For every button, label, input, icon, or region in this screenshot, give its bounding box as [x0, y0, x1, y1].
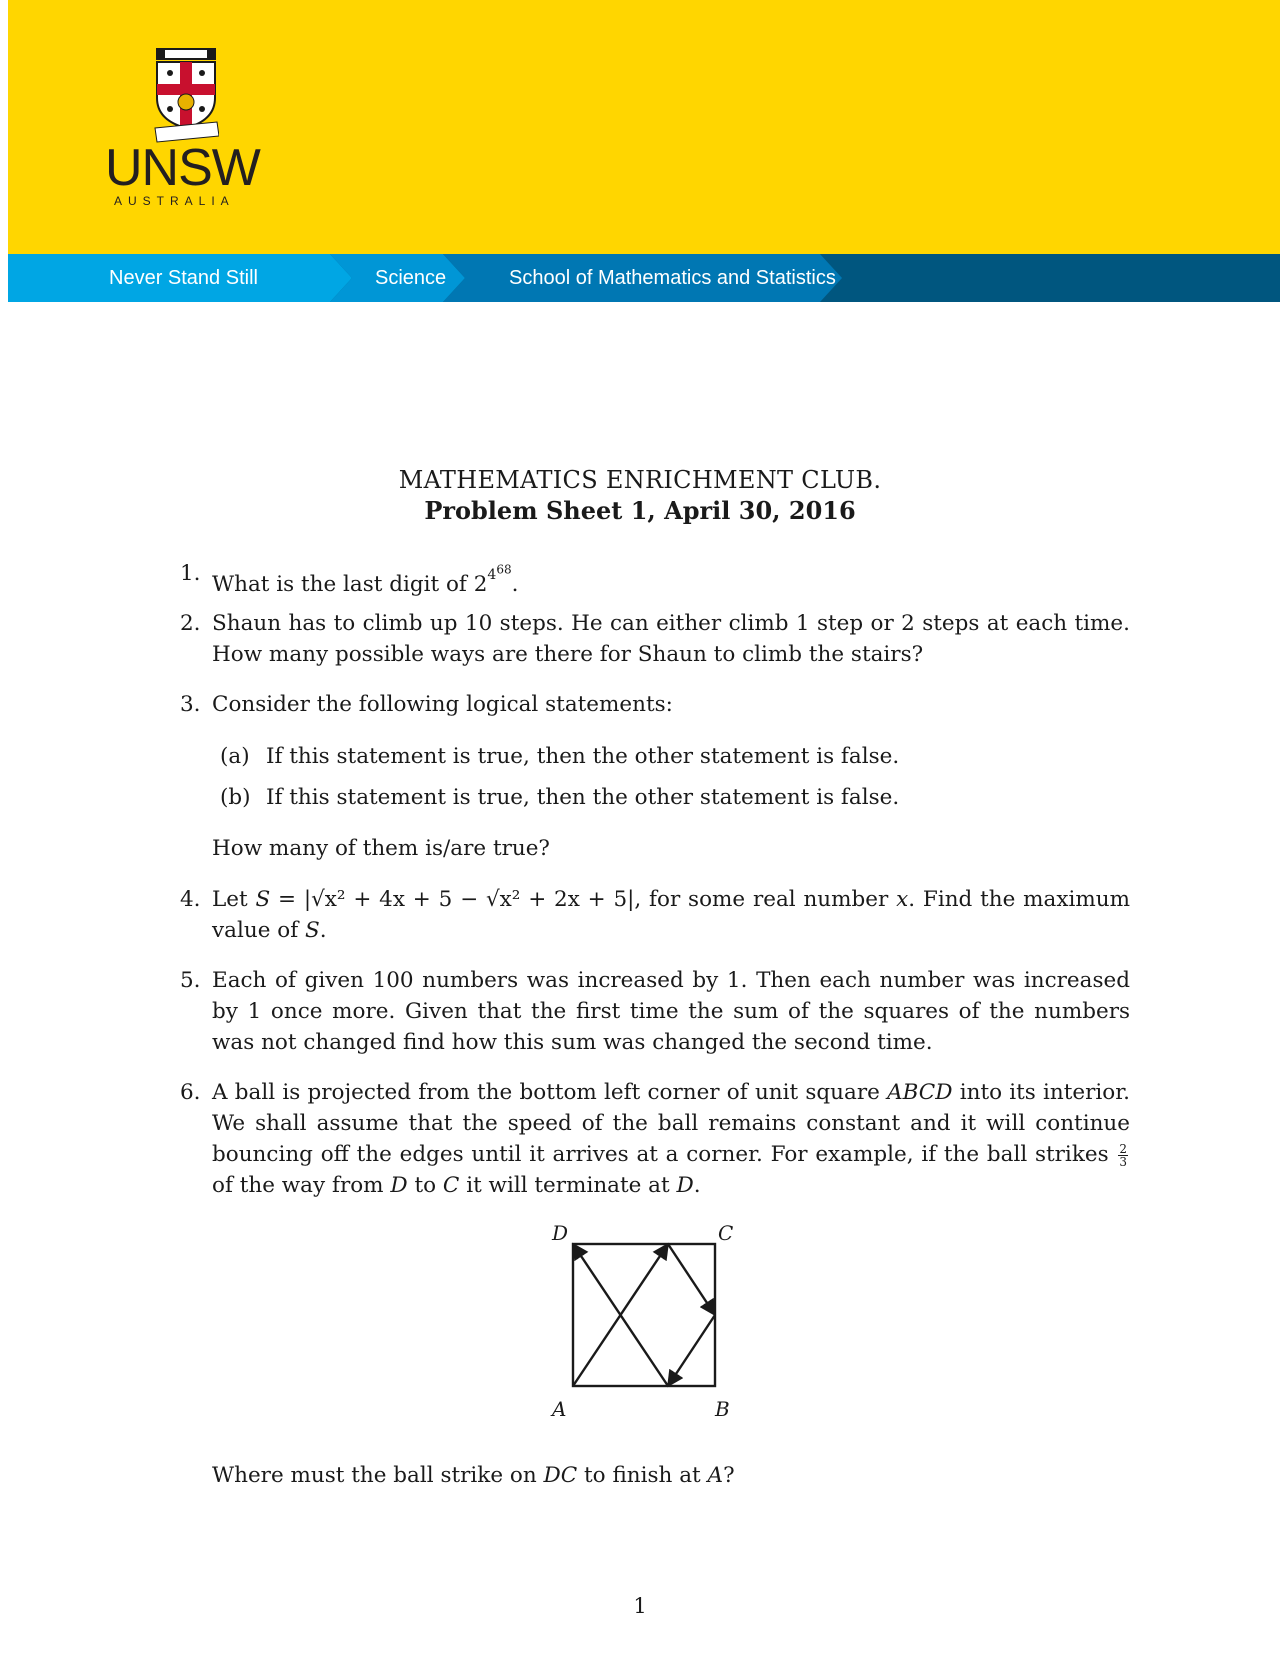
statement-label: (a) [220, 744, 250, 769]
var-dc: DC [543, 1463, 578, 1488]
statement-b [220, 782, 899, 813]
problem-number: 2. [180, 611, 201, 636]
problem-3 [180, 689, 1130, 720]
text-segment: to [407, 1173, 443, 1198]
problem-number: 1. [180, 561, 201, 586]
text-segment: ? [723, 1463, 735, 1488]
ball-path-2 [668, 1244, 715, 1315]
var-d: D [676, 1173, 694, 1198]
problem-1 [180, 558, 1130, 600]
var-a: A [707, 1463, 724, 1488]
text-segment: it will terminate at [459, 1173, 677, 1198]
formula: = |√x² + 4x + 5 − √x² + 2x + 5| [270, 887, 635, 912]
var-abcd: ABCD [887, 1080, 953, 1105]
exponent-inner: 68 [496, 562, 512, 576]
unsw-wordmark: UNSW [105, 139, 260, 197]
page-number: 1 [633, 1594, 647, 1618]
unsw-australia: AUSTRALIA [114, 194, 235, 208]
ball-path-3 [668, 1315, 715, 1386]
text-segment: of the way from [212, 1173, 391, 1198]
unit-square [573, 1244, 715, 1386]
problem-text: Each of given 100 numbers was increased by 1. Then each number was increased by 1 once more. Given that the first time the sum of the squares of the numbers was not changed find how this sum was changed the second time. [212, 968, 1130, 1055]
unsw-crest-logo [153, 46, 219, 143]
problem-4 [180, 884, 1130, 946]
problem-3-question [180, 833, 1130, 864]
fraction-denominator: 3 [1119, 1154, 1127, 1169]
exponent: 4 [487, 566, 497, 583]
text-segment: to finish at [577, 1463, 708, 1488]
corner-b: B [715, 1397, 730, 1420]
problem-end: . [511, 571, 519, 597]
problem-number: 6. [180, 1080, 201, 1105]
text-segment: into its interior. We shall assume that the speed of the ball remains constant and it will continue bouncing off the edges until it arrives at a corner. For example, if the ball strikes [212, 1080, 1130, 1167]
corner-c: C [718, 1221, 734, 1245]
bouncing-ball-diagram [540, 1220, 740, 1420]
corner-a: A [552, 1397, 567, 1420]
problem-text: What is the last digit of 2 [212, 571, 488, 597]
var-s: S [304, 918, 320, 943]
text-segment: , for some real number [634, 887, 897, 912]
fraction-numerator: 2 [1119, 1141, 1127, 1156]
title-club: MATHEMATICS ENRICHMENT CLUB. [398, 466, 882, 494]
fraction-two-thirds [1118, 1143, 1128, 1168]
corner-d: D [552, 1221, 569, 1245]
problem-6-question [180, 1460, 1130, 1491]
problem-2 [180, 608, 1130, 670]
sheet-title [0, 465, 1280, 526]
title-sheet: Problem Sheet 1, April 30, 2016 [424, 496, 856, 525]
nav-science[interactable]: Science [375, 267, 447, 289]
statement-text: If this statement is true, then the other statement is false. [266, 785, 900, 810]
problem-number: 5. [180, 968, 201, 993]
text-segment: . Find the maximum value of [212, 887, 1130, 943]
statement-a [220, 741, 899, 772]
var-s: S [255, 887, 271, 912]
question-text: How many of them is/are true? [212, 836, 550, 861]
nav-school-maths-stats[interactable]: School of Mathematics and Statistics [509, 267, 836, 289]
problem-6 [180, 1077, 1130, 1201]
text-segment: A ball is projected from the bottom left corner of unit square [212, 1080, 888, 1105]
header-nav-bar [8, 254, 1280, 302]
problem-number: 4. [180, 887, 201, 912]
text-segment: Where must the ball strike on [212, 1463, 544, 1488]
nav-never-stand-still[interactable]: Never Stand Still [109, 267, 258, 289]
text-segment: . [693, 1173, 701, 1198]
problem-5 [180, 965, 1130, 1058]
text-segment: . [319, 918, 327, 943]
var-c: C [442, 1173, 460, 1198]
var-x: x [896, 887, 909, 912]
problem-text: Consider the following logical statements: [212, 692, 673, 717]
problem-number: 3. [180, 692, 201, 717]
problem-text: Shaun has to climb up 10 steps. He can either climb 1 step or 2 steps at each time. How many possible ways are there for Shaun to climb the stairs? [212, 611, 1130, 667]
var-d: D [390, 1173, 408, 1198]
statement-label: (b) [220, 785, 251, 810]
statement-text: If this statement is true, then the other statement is false. [266, 744, 900, 769]
text-segment: Let [212, 887, 256, 912]
